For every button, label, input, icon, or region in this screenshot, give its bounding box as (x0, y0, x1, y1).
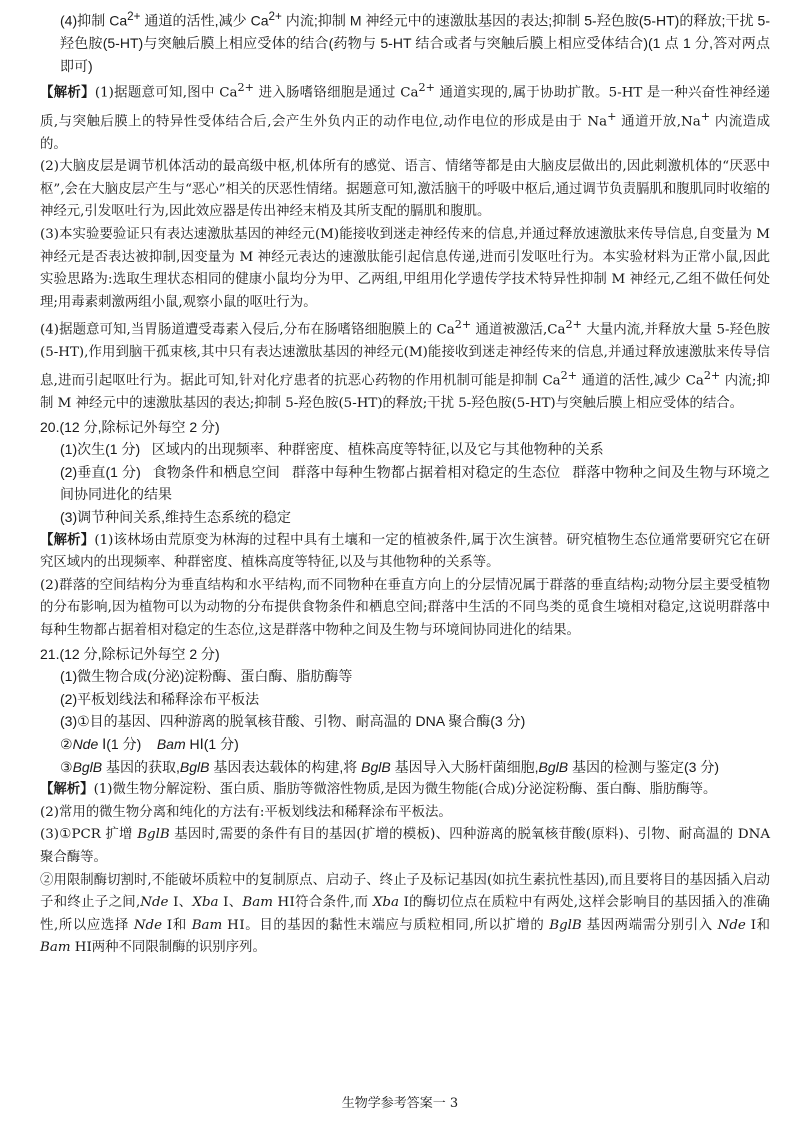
text-block: 21.(12 分,除标记外每空 2 分) (40, 645, 220, 662)
text-block: ③BglB 基因的获取,BglB 基因表达载体的构建,将 BglB 基因导入大肠杆菌细胞,BglB 基因的检测与鉴定(3 分) (60, 758, 719, 775)
text-block: (2)群落的空间结构分为垂直结构和水平结构,而不同物种在垂直方向上的分层情况属于群落的垂直结构;动物分层主要受植物的分布影响,因为植物可以为动物的分布提供食物条件和栖息空间;群落中生活的不同鸟类的觅食生境相对稳定,这说明群落中每种生物都占据着相对稳定的生态位,这是群落中物种之间及生物与环境间协同进化的结果。 (40, 577, 770, 638)
text-block: 【解析】(1)微生物分解淀粉、蛋白质、脂肪等微溶性物质,是因为微生物能(合成)分泌淀粉酶、蛋白酶、脂肪酶等。 (40, 781, 717, 798)
page-footer: 生物学参考答案一 3 (341, 1096, 459, 1111)
text-block: (2)大脑皮层是调节机体活动的最高级中枢,机体所有的感觉、语言、情绪等都是由大脑皮层做出的,因此刺激机体的“厌恶中枢”,会在大脑皮层产生与“恶心”相关的厌恶性情绪。据题意可知,激活脑干的呼吸中枢后,通过调节负责膈肌和腹肌同时收缩的神经元,引发呕吐行为,因此效应器是传出神经末梢及其所支配的膈肌和腹肌。 (40, 159, 770, 220)
text-block: (4)据题意可知,当胃肠道遭受毒素入侵后,分布在肠嗜铬细胞膜上的 $Ca^{2+}$ 通道被激活$,Ca^{2+}$ 大量内流,并释放大量 5-羟色胺(5-HT),作用到脑干孤束核,其中只有表达速激肽基因的神经元(M)能接收到迷走神经传来的信息,并通过释放速激肽来传导信息,进而引起呕吐行为。据此可知,针对化疗患者的抗恶心药物的作用机制可能是抑制 $Ca^{2+}$ 通道的活性,减少 $Ca^{2+}$ 内流;抑制 M 神经元中的速激肽基因的表达;抑制 5-羟色胺(5-HT)的释放;干扰 5-羟色胺(5-HT)与突触后膜上相应受体的结合。 (40, 318, 770, 412)
text-block: (3)本实验要验证只有表达速激肽基因的神经元(M)能接收到迷走神经传来的信息,并通过释放速激肽来传导信息,自变量为 M 神经元是否表达被抑制,因变量为 M 神经元表达的速激肽能引起信息传递,进而引发呕吐行为。本实验材料为正常小鼠,因此实验思路为:选取生理状态相同的健康小鼠均分为甲、乙两组,甲组用化学遗传学技术特异性抑制 M 神经元,乙组不做任何处理;用毒素刺激两组小鼠,观察小鼠的呕吐行为。 (40, 226, 770, 310)
text-block: 【解析】(1)据题意可知,图中 $Ca^{2+}$ 进入肠嗜铬细胞是通过 $Ca^{2+}$ 通道实现的,属于协助扩散。5-HT 是一种兴奋性神经递质,与突触后膜上的特异性受体结合后,会产生外负内正的动作电位,动作电位的形成是由于 Na+ 通道开放,Na+ 内流造成的。 (40, 81, 771, 152)
text-block: 20.(12 分,除标记外每空 2 分) (40, 418, 220, 435)
text-block: (3)调节种间关系,维持生态系统的稳定 (60, 509, 291, 525)
text-block: 【解析】(1)该林场由荒原变为林海的过程中具有土壤和一定的植被条件,属于次生演替。研究植物生态位通常要研究它在研究区域内的出现频率、种群密度、植株高度等特征,以及与其他物种的关系等。 (40, 531, 770, 571)
text-block: (3)①PCR 扩增 BglB 基因时,需要的条件有目的基因(扩增的模板)、四种游离的脱氧核苷酸(原料)、引物、耐高温的 DNA 聚合酶等。 (40, 827, 770, 865)
text-block: (4)抑制 $Ca^{2+}$ 通道的活性,减少 $Ca^{2+}$ 内流;抑制 M 神经元中的速激肽基因的表达;抑制 5-羟色胺(5-HT)的释放;干扰 5-羟色胺(5-HT)与突触后膜上相应受体的结合(药物与 5-HT 结合或者与突触后膜上相应受体结合)(1 点 1 分,答对两点即可) (60, 10, 770, 74)
text-block: ②Nde Ⅰ(1 分) Bam HⅠ(1 分) (60, 735, 239, 752)
text-block: (2)平板划线法和稀释涂布平板法 (60, 690, 260, 707)
answer-page (40, 6, 770, 960)
text-block: (1)微生物合成(分泌)淀粉酶、蛋白酶、脂肪酶等 (60, 668, 353, 685)
text-block: (1)次生(1 分) 区域内的出现频率、种群密度、植株高度等特征,以及它与其他物种的关系 (60, 441, 604, 458)
text-block: (2)垂直(1 分) 食物条件和栖息空间 群落中每种生物都占据着相对稳定的生态位 群落中物种之间及生物与环境之间协同进化的结果 (60, 463, 770, 503)
text-block: (3)①目的基因、四种游离的脱氧核苷酸、引物、耐高温的 DNA 聚合酶(3 分) (60, 713, 526, 730)
text-block: ②用限制酶切割时,不能破坏质粒中的复制原点、启动子、终止子及标记基因(如抗生素抗性基因),而且要将目的基因插入启动子和终止子之间,Nde Ⅰ、Xba Ⅰ、Bam HⅠ符合条件,而 Xba Ⅰ的酶切位点在质粒中有两处,这样会影响目的基因插入的准确性,所以应选择 Nde Ⅰ和 Bam HⅠ。目的基因的黏性末端应与质粒相同,所以扩增的 BglB 基因两端需分别引入 Nde Ⅰ和 Bam HⅠ两种不同限制酶的识别序列。 (40, 872, 771, 956)
text-block: (2)常用的微生物分离和纯化的方法有:平板划线法和稀释涂布平板法。 (40, 804, 452, 820)
